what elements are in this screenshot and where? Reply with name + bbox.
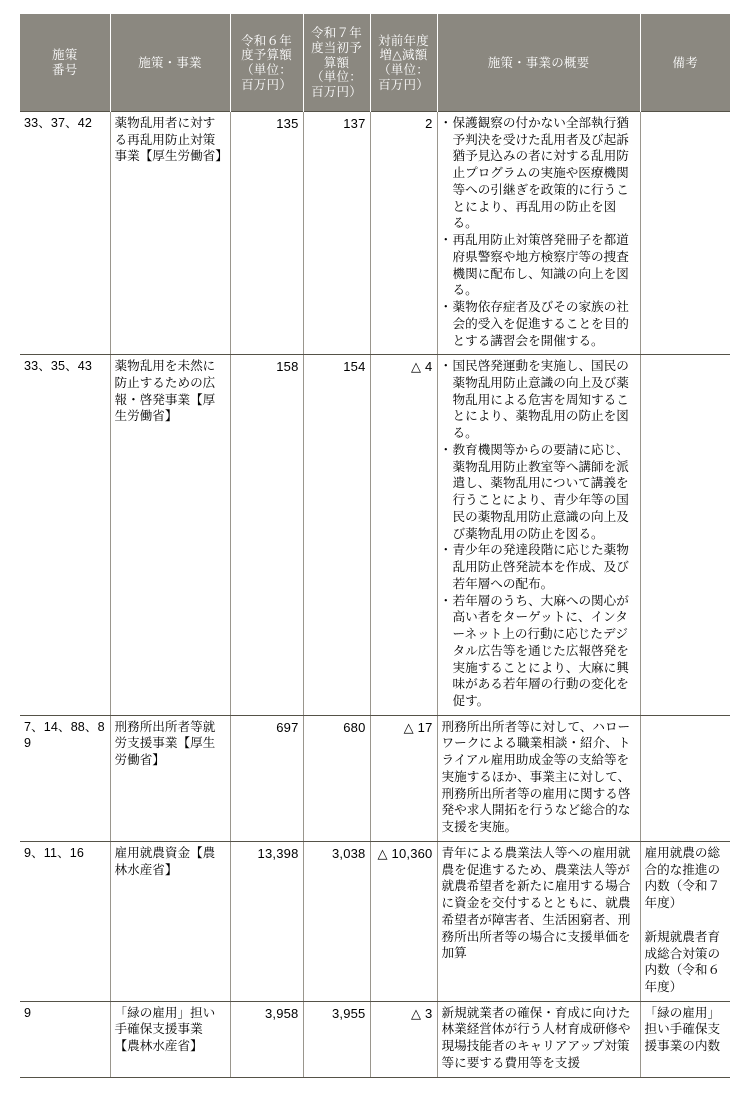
table-row <box>20 355 730 715</box>
cell-remarks <box>640 715 730 841</box>
remark-text: 雇用就農の総合的な推進の内数（令和７年度） <box>644 845 721 911</box>
cell-outline <box>437 841 640 1001</box>
cell-year-over-year-diff: 2 <box>370 112 437 355</box>
header-row <box>20 15 730 112</box>
column-header-diff-label: 対前年度 増△減額 （単位： 百万円） <box>378 33 429 92</box>
column-header-policy-no-label: 施策 番号 <box>52 48 78 77</box>
cell-year-over-year-diff: △ 10,360 <box>370 841 437 1001</box>
cell-budget-r6: 158 <box>230 355 303 715</box>
cell-policy-no: 33、37、42 <box>20 112 110 355</box>
cell-outline <box>437 112 640 355</box>
outline-bullet-list <box>442 115 636 349</box>
outline-text: 刑務所出所者等に対して、ハローワークによる職業相談・紹介、トライアル雇用助成金等の支給等を実施するほか、事業主に対して、刑務所出所者等の雇用に関する啓発や求人開拓を行うなど総合的な支援を実施。 <box>441 719 631 835</box>
cell-remarks <box>640 355 730 715</box>
cell-remarks <box>640 112 730 355</box>
cell-policy-no: 7、14、88、89 <box>20 715 110 841</box>
cell-outline <box>437 715 640 841</box>
cell-policy-no: 33、35、43 <box>20 355 110 715</box>
outline-bullet-item: ・ 青少年の発達段階に応じた薬物乱用防止啓発読本を作成、及び若年層への配布。 <box>442 542 636 592</box>
column-header-outline-label: 施策・事業の概要 <box>487 55 590 70</box>
cell-remarks <box>640 841 730 1001</box>
cell-budget-r6: 697 <box>230 715 303 841</box>
cell-outline <box>437 1001 640 1077</box>
cell-budget-r7: 3,955 <box>303 1001 370 1077</box>
cell-budget-r7: 3,038 <box>303 841 370 1001</box>
column-header-remarks-label: 備考 <box>672 55 698 70</box>
cell-program-name: 薬物乱用を未然に防止するための広報・啓発事業【厚生労働省】 <box>110 355 230 715</box>
cell-budget-r7: 154 <box>303 355 370 715</box>
outline-bullet-item: ・ 国民啓発運動を実施し、国民の薬物乱用防止意識の向上及び薬物乱用による危害を周知することにより、薬物乱用の防止を図る。 <box>442 358 636 442</box>
outline-bullet-item: ・ 若年層のうち、大麻への関心が高い者をターゲットに、インターネット上の行動に応じたデジタル広告等を通じた広報啓発を実施することにより、大麻に興味がある若年層の行動の変化を促す。 <box>442 593 636 710</box>
outline-bullet-item: ・ 薬物依存症者及びその家族の社会的受入を促進することを目的とする講習会を開催する。 <box>442 299 636 349</box>
column-header-budget-r6-label: 令和６年 度予算額 （単位： 百万円） <box>241 33 292 92</box>
column-header-diff <box>370 15 437 112</box>
cell-policy-no: 9 <box>20 1001 110 1077</box>
outline-bullet-item: ・ 保護観察の付かない全部執行猶予判決を受けた乱用者及び起訴猶予見込みの者に対する乱用防止プログラムの実施や医療機関等への引継ぎを政策的に行うことにより、再乱用の防止を図る。 <box>442 115 636 232</box>
column-header-budget-r7 <box>303 15 370 112</box>
column-header-program-label: 施策・事業 <box>138 55 202 70</box>
cell-program-name: 刑務所出所者等就労支援事業【厚生労働省】 <box>110 715 230 841</box>
outline-text: 新規就業者の確保・育成に向けた林業経営体が行う人材育成研修や現場技能者のキャリアアップ対策等に要する費用等を支援 <box>441 1005 631 1070</box>
cell-program-name: 薬物乱用者に対する再乱用防止対策事業【厚生労働省】 <box>110 112 230 355</box>
cell-program-name: 雇用就農資金【農林水産省】 <box>110 841 230 1001</box>
cell-program-name: 「緑の雇用」担い手確保支援事業【農林水産省】 <box>110 1001 230 1077</box>
cell-year-over-year-diff: △ 3 <box>370 1001 437 1077</box>
outline-bullet-item: ・ 再乱用防止対策啓発冊子を都道府県警察や地方検察庁等の捜査機関に配布し、知識の向上を図る。 <box>442 232 636 299</box>
policy-budget-table <box>20 14 730 1078</box>
remark-text: 新規就農者育成総合対策の内数（令和６年度） <box>644 929 721 994</box>
outline-bullet-list <box>442 358 636 709</box>
remark-spacer <box>645 912 727 929</box>
table-body <box>20 112 730 1078</box>
table-row <box>20 841 730 1001</box>
cell-budget-r7: 680 <box>303 715 370 841</box>
table-row <box>20 112 730 355</box>
column-header-outline <box>437 15 640 112</box>
cell-budget-r6: 135 <box>230 112 303 355</box>
column-header-budget-r6 <box>230 15 303 112</box>
cell-budget-r6: 3,958 <box>230 1001 303 1077</box>
cell-remarks <box>640 1001 730 1077</box>
outline-bullet-item: ・ 教育機関等からの要請に応じ、薬物乱用防止教室等へ講師を派遣し、薬物乱用について講義を行うことにより、青少年等の国民の薬物乱用防止意識の向上及び薬物乱用の防止を図る。 <box>442 442 636 542</box>
cell-year-over-year-diff: △ 4 <box>370 355 437 715</box>
column-header-program <box>110 15 230 112</box>
table-row <box>20 1001 730 1077</box>
remark-text: 「緑の雇用」担い手確保支援事業の内数 <box>644 1005 721 1054</box>
column-header-policy-no <box>20 15 110 112</box>
cell-outline <box>437 355 640 715</box>
cell-year-over-year-diff: △ 17 <box>370 715 437 841</box>
cell-budget-r6: 13,398 <box>230 841 303 1001</box>
table-row <box>20 715 730 841</box>
cell-budget-r7: 137 <box>303 112 370 355</box>
outline-text: 青年による農業法人等への雇用就農を促進するため、農業法人等が就農希望者を新たに雇用する場合に資金を交付するとともに、就農希望者が障害者、生活困窮者、刑務所出所者等の場合に支援単価を加算 <box>441 845 631 961</box>
column-header-remarks <box>640 15 730 112</box>
cell-policy-no: 9、11、16 <box>20 841 110 1001</box>
column-header-budget-r7-label: 令和７年 度当初予 算額 （単位： 百万円） <box>311 26 362 100</box>
table-header <box>20 15 730 112</box>
